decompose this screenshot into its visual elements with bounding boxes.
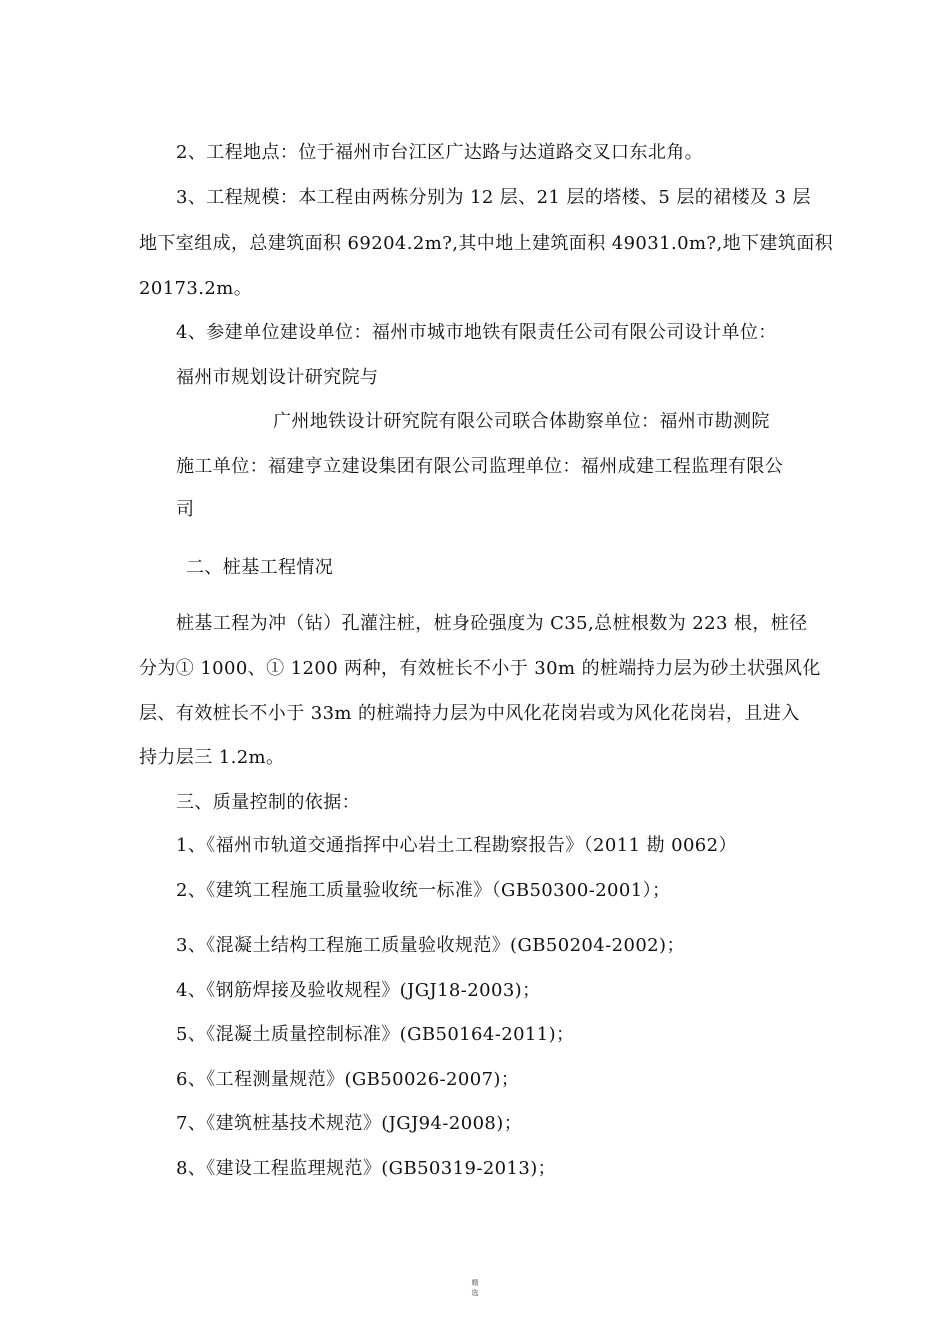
pile-paragraph-line-2: 分为① 1000、① 1200 两种，有效桩长不小于 30m 的桩端持力层为砂土状强风化: [139, 658, 821, 679]
pile-section-heading: 二、桩基工程情况: [186, 557, 334, 578]
units-paragraph-line-5: 司: [176, 499, 195, 520]
units-paragraph-line-4: 施工单位：福建亨立建设集团有限公司监理单位：福州成建工程监理有限公: [176, 456, 784, 477]
scale-paragraph-line-3: 20173.2m。: [139, 278, 253, 299]
basis-list-item: 8、《建设工程监理规范》(GB50319-2013)；: [176, 1158, 557, 1179]
pile-paragraph-line-3: 层、有效桩长不小于 33m 的桩端持力层为中风化花岗岩或为风化花岗岩，且进入: [139, 703, 800, 724]
scale-paragraph-line-2: 地下室组成，总建筑面积 69204.2m?,其中地上建筑面积 49031.0m?,地下建筑面积: [139, 233, 833, 254]
basis-list-item: 3、《混凝土结构工程施工质量验收规范》(GB50204-2002)；: [176, 935, 685, 956]
pile-paragraph-line-4: 持力层三 1.2m。: [139, 747, 285, 768]
location-paragraph: 2、工程地点：位于福州市台江区广达路与达道路交叉口东北角。: [176, 142, 704, 163]
basis-list-item: 2、《建筑工程施工质量验收统一标准》（GB50300-2001）；: [176, 880, 671, 901]
units-paragraph-line-3: 广州地铁设计研究院有限公司联合体勘察单位：福州市勘测院: [273, 411, 770, 432]
pile-paragraph-line-1: 桩基工程为冲（钻）孔灌注桩，桩身砼强度为 C35,总桩根数为 223 根，桩径: [176, 613, 808, 634]
units-paragraph-line-1: 4、参建单位建设单位：福州市城市地铁有限责任公司有限公司设计单位：: [176, 322, 777, 343]
basis-list-item: 4、《钢筋焊接及验收规程》(JGJ18-2003)；: [176, 980, 541, 1001]
footer-mark-line-2: 选: [471, 1289, 479, 1297]
basis-section-heading: 三、质量控制的依据：: [176, 792, 360, 813]
basis-list-item: 6、《工程测量规范》(GB50026-2007)；: [176, 1069, 520, 1090]
footer-mark-line-1: 精: [471, 1279, 479, 1287]
basis-list-item: 7、《建筑桩基技术规范》(JGJ94-2008)；: [176, 1113, 523, 1134]
units-paragraph-line-2: 福州市规划设计研究院与: [176, 367, 379, 388]
basis-list-item: 1、《福州市轨道交通指挥中心岩土工程勘察报告》（2011 勘 0062）: [176, 835, 737, 856]
basis-list-item: 5、《混凝土质量控制标准》(GB50164-2011)；: [176, 1024, 575, 1045]
scale-paragraph-line-1: 3、工程规模：本工程由两栋分别为 12 层、21 层的塔楼、5 层的裙楼及 3 层: [176, 187, 811, 208]
